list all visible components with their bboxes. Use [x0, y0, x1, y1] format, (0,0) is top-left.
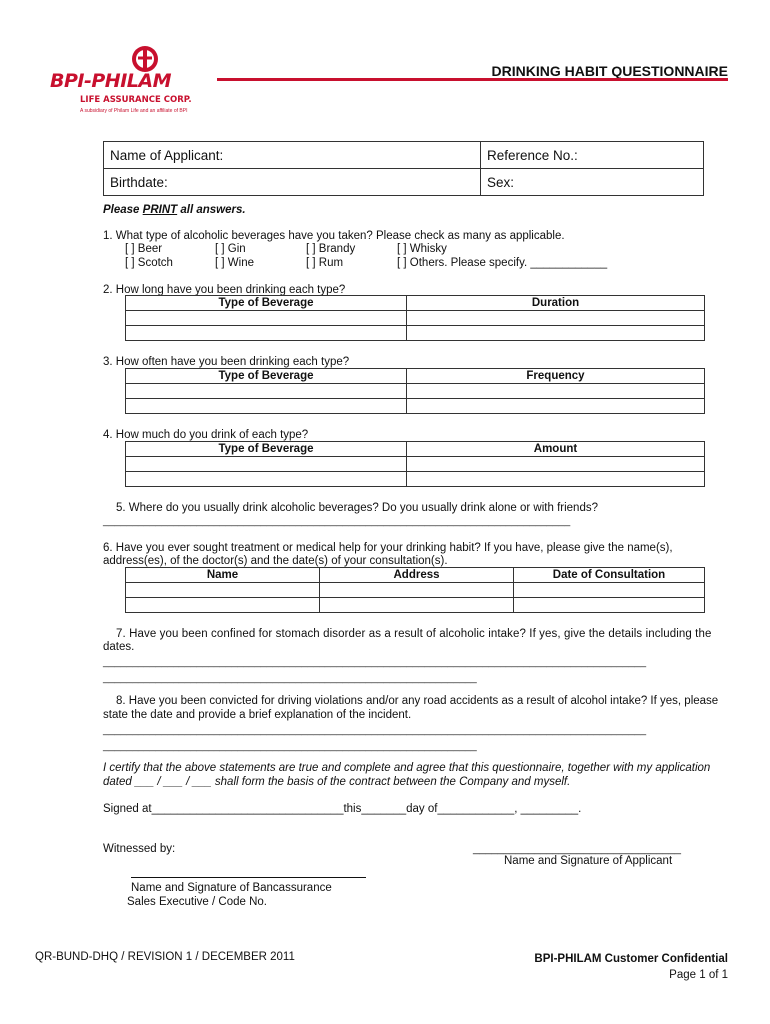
q6-col-address: Address	[320, 568, 514, 583]
certify-text-2: dated ___ / ___ / ___ shall form the basis of the contract between the Company and myself.	[103, 776, 571, 788]
form-code: QR-BUND-DHQ / REVISION 1 / DECEMBER 2011	[35, 951, 295, 963]
q4-table	[125, 441, 705, 487]
table-cell[interactable]	[126, 399, 407, 414]
instruction-suffix: all answers.	[177, 204, 246, 216]
q8-text-1: 8. Have you been convicted for driving violations and/or any road accidents as a result of alcohol intake? If yes, please	[116, 695, 719, 707]
birthdate-label: Birthdate:	[110, 174, 168, 190]
bancassurance-signature-line[interactable]	[131, 877, 366, 878]
table-cell[interactable]	[320, 583, 514, 598]
q5-text: 5. Where do you usually drink alcoholic beverages? Do you usually drink alone or with friends?	[116, 502, 598, 514]
name-label: Name of Applicant:	[110, 147, 224, 163]
q6-col-date: Date of Consultation	[514, 568, 705, 583]
q3-table	[125, 368, 705, 414]
q2-text: 2. How long have you been drinking each type?	[103, 284, 346, 296]
q4-text: 4. How much do you drink of each type?	[103, 429, 309, 441]
q7-answer-line-1[interactable]: _____________________________________________________________________________________________	[103, 656, 647, 668]
table-cell[interactable]	[126, 598, 320, 613]
table-cell[interactable]	[407, 326, 705, 341]
q1-text: 1. What type of alcoholic beverages have you taken? Please check as many as applicable.	[103, 230, 565, 242]
q4-col-amount: Amount	[407, 442, 705, 457]
table-cell[interactable]	[407, 384, 705, 399]
q2-table	[125, 295, 705, 341]
q3-col-type: Type of Beverage	[126, 369, 407, 384]
q7-answer-line-2[interactable]: ________________________________________________________________	[103, 672, 477, 684]
q6-col-name: Name	[126, 568, 320, 583]
q4-col-type: Type of Beverage	[126, 442, 407, 457]
name-of-applicant-field[interactable]	[104, 142, 481, 169]
page-title: DRINKING HABIT QUESTIONNAIRE	[491, 63, 728, 79]
table-cell[interactable]	[126, 583, 320, 598]
q3-col-frequency: Frequency	[407, 369, 705, 384]
instruction-text	[103, 204, 246, 216]
footer-right	[500, 951, 728, 983]
q7-text-1: 7. Have you been confined for stomach disorder as a result of alcoholic intake? If yes, give the details including the	[116, 628, 712, 640]
table-cell[interactable]	[320, 598, 514, 613]
logo-name: BPI-PHILAM	[50, 70, 171, 92]
table-cell[interactable]	[407, 457, 705, 472]
option-beer[interactable]: [ ] Beer	[125, 243, 163, 255]
option-rum[interactable]: [ ] Rum	[306, 257, 344, 269]
q8-text-2: state the date and provide a brief explanation of the incident.	[103, 709, 412, 721]
option-scotch[interactable]: [ ] Scotch	[125, 257, 173, 269]
confidential-label: BPI-PHILAM Customer Confidential	[534, 953, 728, 965]
bancassurance-label-2: Sales Executive / Code No.	[127, 896, 267, 908]
option-others[interactable]: [ ] Others. Please specify. ____________	[397, 257, 608, 269]
q8-answer-line-2[interactable]: ________________________________________________________________	[103, 740, 477, 752]
page-number: Page 1 of 1	[669, 969, 728, 981]
table-cell[interactable]	[407, 399, 705, 414]
bancassurance-label-1: Name and Signature of Bancassurance	[131, 882, 332, 894]
applicant-signature-line[interactable]: __________________________________	[473, 843, 682, 855]
q7-text-2: dates.	[103, 641, 135, 653]
sex-field[interactable]	[481, 169, 704, 196]
table-cell[interactable]	[514, 583, 705, 598]
q6-text-2: address(es), of the doctor(s) and the date(s) of your consultation(s).	[103, 555, 448, 567]
reference-no-field[interactable]	[481, 142, 704, 169]
q6-table	[125, 567, 705, 613]
table-cell[interactable]	[126, 311, 407, 326]
instruction-prefix: Please	[103, 204, 143, 216]
logo-subtitle: LIFE ASSURANCE CORP.	[80, 95, 192, 105]
sex-label: Sex:	[487, 174, 515, 190]
option-whisky[interactable]: [ ] Whisky	[397, 243, 447, 255]
instruction-print: PRINT	[142, 204, 178, 216]
table-cell[interactable]	[407, 311, 705, 326]
certify-text-1: I certify that the above statements are true and complete and agree that this questionnaire, together with my application	[103, 762, 711, 774]
reference-label: Reference No.:	[487, 147, 578, 163]
witnessed-by-label: Witnessed by:	[103, 843, 176, 855]
logo-tagline: A subsidiary of Philam Life and an affiliate of BPI	[80, 108, 188, 114]
table-cell[interactable]	[407, 472, 705, 487]
q3-text: 3. How often have you been drinking each type?	[103, 356, 350, 368]
birthdate-field[interactable]	[104, 169, 481, 196]
option-wine[interactable]: [ ] Wine	[215, 257, 254, 269]
table-cell[interactable]	[514, 598, 705, 613]
table-cell[interactable]	[126, 384, 407, 399]
q6-text-1: 6. Have you ever sought treatment or medical help for your drinking habit? If you have, please give the name(s),	[103, 542, 673, 554]
option-gin[interactable]: [ ] Gin	[215, 243, 246, 255]
q8-answer-line-1[interactable]: _____________________________________________________________________________________________	[103, 724, 647, 736]
q5-answer-line[interactable]: ________________________________________________________________________________	[103, 515, 571, 527]
applicant-signature-label: Name and Signature of Applicant	[504, 855, 673, 867]
signed-at-line[interactable]: Signed at______________________________this_______day of____________, _________.	[103, 803, 582, 815]
table-cell[interactable]	[126, 457, 407, 472]
q2-col-type: Type of Beverage	[126, 296, 407, 311]
table-cell[interactable]	[126, 472, 407, 487]
q2-col-duration: Duration	[407, 296, 705, 311]
option-brandy[interactable]: [ ] Brandy	[306, 243, 356, 255]
table-cell[interactable]	[126, 326, 407, 341]
title-rule	[217, 78, 728, 81]
applicant-info-table	[103, 141, 704, 196]
